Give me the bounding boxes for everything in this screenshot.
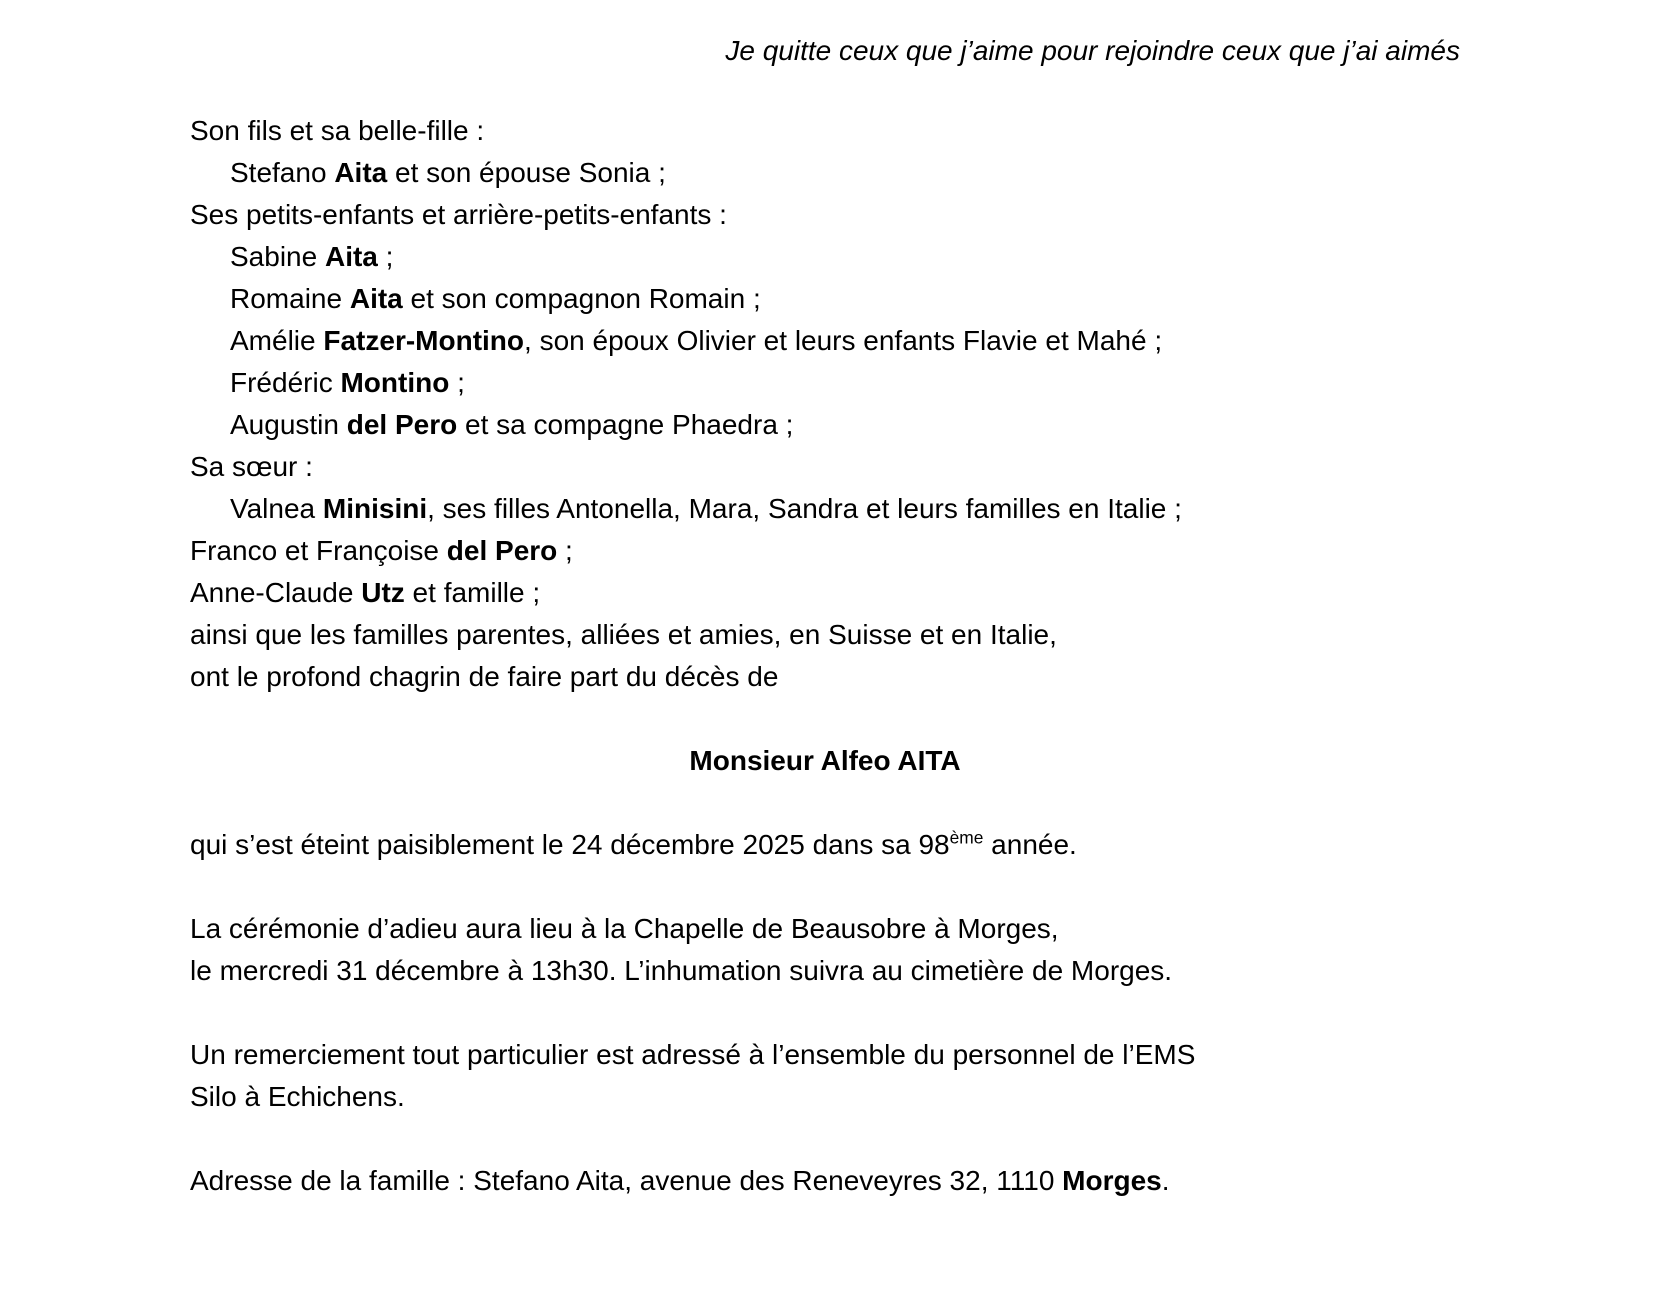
text-segment: Franco et Françoise — [190, 535, 447, 566]
text-segment: ; — [557, 535, 573, 566]
text-segment: Sabine — [230, 241, 325, 272]
text-line — [190, 278, 1460, 320]
text-line — [190, 194, 1460, 236]
text-segment: Romaine — [230, 283, 350, 314]
text-segment: Son fils et sa belle-fille : — [190, 115, 485, 146]
text-segment: ont le profond chagrin de faire part du décès de — [190, 661, 779, 692]
family-name-text: Aita — [349, 283, 403, 314]
paragraph — [190, 824, 1460, 866]
text-line — [190, 572, 1460, 614]
family-name-text: Morges — [1062, 1165, 1162, 1196]
text-segment: ; — [377, 241, 394, 272]
family-name-text: del Pero — [346, 409, 458, 440]
family-name-text: Aita — [334, 157, 388, 188]
text-segment: Ses petits-enfants et arrière-petits-enfants : — [190, 199, 727, 230]
text-line — [190, 404, 1460, 446]
text-segment: La cérémonie d’adieu aura lieu à la Chapelle de Beausobre à Morges, — [190, 913, 1059, 944]
text-line — [190, 950, 1460, 992]
text-line — [190, 1076, 1460, 1118]
text-segment: Sa sœur : — [190, 451, 313, 482]
text-line — [190, 530, 1460, 572]
text-line — [190, 824, 1460, 866]
family-name-text: Aita — [324, 241, 378, 272]
family-name-text: Fatzer-Montino — [323, 325, 525, 356]
text-segment: et son épouse Sonia ; — [387, 157, 666, 188]
announcement-paragraphs — [190, 824, 1460, 1202]
family-name-text: Montino — [340, 367, 450, 398]
text-segment: ainsi que les familles parentes, alliées et amies, en Suisse et en Italie, — [190, 619, 1057, 650]
family-name-text: Minisini — [322, 493, 428, 524]
text-line — [190, 446, 1460, 488]
text-segment: Un remerciement tout particulier est adressé à l’ensemble du personnel de l’EMS — [190, 1039, 1196, 1070]
text-segment: Frédéric — [230, 367, 341, 398]
text-segment: Silo à Echichens. — [190, 1081, 405, 1112]
family-name-text: Utz — [361, 577, 405, 608]
text-segment: , son époux Olivier et leurs enfants Flavie et Mahé ; — [524, 325, 1163, 356]
paragraph — [190, 1160, 1460, 1202]
epigraph-quote: Je quitte ceux que j’aime pour rejoindre ceux que j’ai aimés — [725, 35, 1460, 66]
text-line — [190, 152, 1460, 194]
family-list — [190, 110, 1460, 698]
text-line — [190, 488, 1460, 530]
paragraph — [190, 908, 1460, 992]
text-segment: et sa compagne Phaedra ; — [457, 409, 794, 440]
text-line — [190, 110, 1460, 152]
text-line — [190, 362, 1460, 404]
family-name-text: del Pero — [446, 535, 558, 566]
text-line — [190, 236, 1460, 278]
text-segment: qui s’est éteint paisiblement le 24 décembre 2025 dans sa 98 — [190, 829, 950, 860]
text-segment: année. — [983, 829, 1077, 860]
text-line — [190, 908, 1460, 950]
text-segment: et famille ; — [404, 577, 541, 608]
deceased-name-title: Monsieur Alfeo AITA — [689, 745, 961, 776]
text-segment: ; — [449, 367, 465, 398]
text-segment: , ses filles Antonella, Mara, Sandra et leurs familles en Italie ; — [427, 493, 1182, 524]
text-line — [190, 656, 1460, 698]
text-segment: Adresse de la famille : Stefano Aita, avenue des Reneveyres 32, 1110 — [190, 1165, 1063, 1196]
text-segment: le mercredi 31 décembre à 13h30. L’inhumation suivra au cimetière de Morges. — [190, 955, 1173, 986]
text-line — [190, 1034, 1460, 1076]
text-line — [190, 1160, 1460, 1202]
ordinal-superscript: ème — [949, 827, 984, 848]
text-segment: . — [1161, 1165, 1170, 1196]
text-segment: et son compagnon Romain ; — [402, 283, 761, 314]
text-segment: Stefano — [230, 157, 335, 188]
paragraph — [190, 1034, 1460, 1118]
text-segment: Anne-Claude — [190, 577, 362, 608]
text-segment: Augustin — [230, 409, 347, 440]
text-line — [190, 320, 1460, 362]
text-segment: Amélie — [230, 325, 324, 356]
text-line — [190, 614, 1460, 656]
text-segment: Valnea — [230, 493, 323, 524]
